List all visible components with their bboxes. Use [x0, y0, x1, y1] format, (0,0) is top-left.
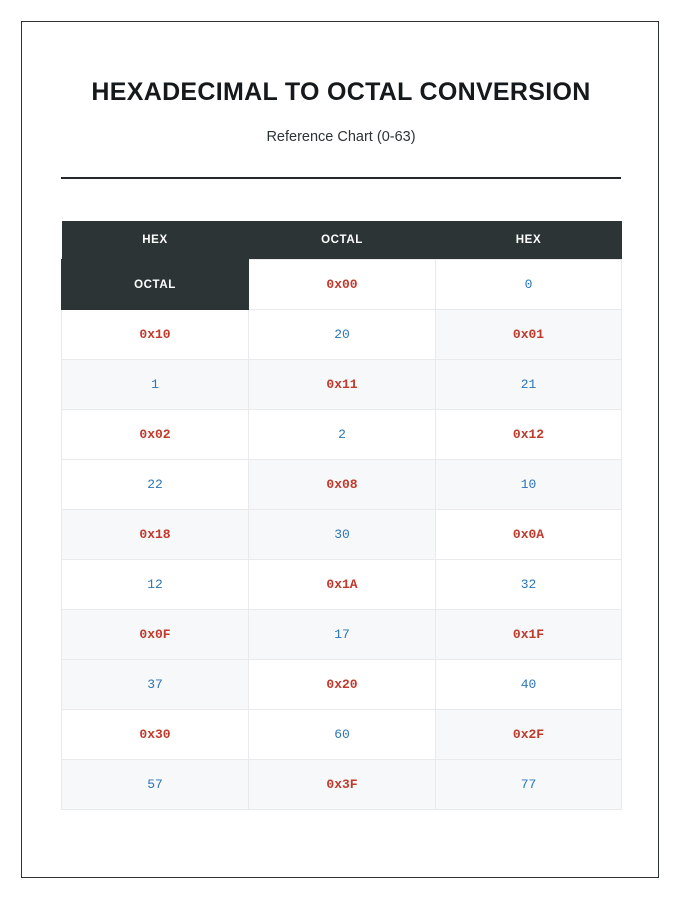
table-row: [62, 510, 622, 560]
table-row: [62, 260, 622, 310]
table-cell-octal: 17: [249, 610, 436, 660]
table-cell-octal: 60: [249, 710, 436, 760]
column-header-octal-1: OCTAL: [249, 221, 436, 260]
table-cell-octal: 32: [436, 560, 622, 610]
table-cell-hex: 0x12: [436, 410, 622, 460]
table-row: [62, 610, 622, 660]
document-page: [21, 21, 659, 878]
table-cell-hex: 0x0A: [436, 510, 622, 560]
page-title: HEXADECIMAL TO OCTAL CONVERSION: [91, 78, 591, 106]
title-divider: [61, 177, 621, 179]
table-cell-hex: 0x10: [62, 310, 249, 360]
table-cell-hex: 0x18: [62, 510, 249, 560]
table-cell-octal: 10: [436, 460, 622, 510]
table-cell-octal: 40: [436, 660, 622, 710]
conversion-table: [61, 221, 622, 810]
table-cell-hex: 0x2F: [436, 710, 622, 760]
table-row: [62, 660, 622, 710]
table-body: [62, 260, 622, 810]
conversion-table-container: [22, 221, 659, 810]
table-cell-hex: 0x02: [62, 410, 249, 460]
table-cell-hex: 0x00: [249, 260, 436, 310]
table-cell-octal: 2: [249, 410, 436, 460]
table-header-row: [62, 221, 622, 260]
table-row: [62, 410, 622, 460]
table-cell-hex: 0x11: [249, 360, 436, 410]
table-cell-octal: 0: [436, 260, 622, 310]
document-masthead: [22, 22, 659, 179]
table-row: [62, 710, 622, 760]
table-cell-octal: 22: [62, 460, 249, 510]
table-cell-octal: 20: [249, 310, 436, 360]
table-head: [62, 221, 622, 260]
table-cell-octal: 37: [62, 660, 249, 710]
table-cell-hex: 0x0F: [62, 610, 249, 660]
document-body: [22, 22, 659, 810]
page-subtitle: Reference Chart (0-63): [266, 129, 416, 145]
column-header-hex-2: HEX: [436, 221, 622, 260]
table-cell-octal: 77: [436, 760, 622, 810]
table-cell-octal: 30: [249, 510, 436, 560]
table-cell-hex: 0x01: [436, 310, 622, 360]
table-cell-hex: 0x1F: [436, 610, 622, 660]
row-header-cell: OCTAL: [62, 260, 249, 310]
column-header-hex-1: HEX: [62, 221, 249, 260]
table-cell-hex: 0x1A: [249, 560, 436, 610]
table-cell-hex: 0x08: [249, 460, 436, 510]
table-cell-octal: 12: [62, 560, 249, 610]
table-cell-octal: 1: [62, 360, 249, 410]
table-row: [62, 560, 622, 610]
table-cell-hex: 0x20: [249, 660, 436, 710]
table-cell-octal: 21: [436, 360, 622, 410]
table-row: [62, 310, 622, 360]
table-cell-hex: 0x30: [62, 710, 249, 760]
table-cell-hex: 0x3F: [249, 760, 436, 810]
table-row: [62, 460, 622, 510]
table-row: [62, 760, 622, 810]
table-row: [62, 360, 622, 410]
table-cell-octal: 57: [62, 760, 249, 810]
